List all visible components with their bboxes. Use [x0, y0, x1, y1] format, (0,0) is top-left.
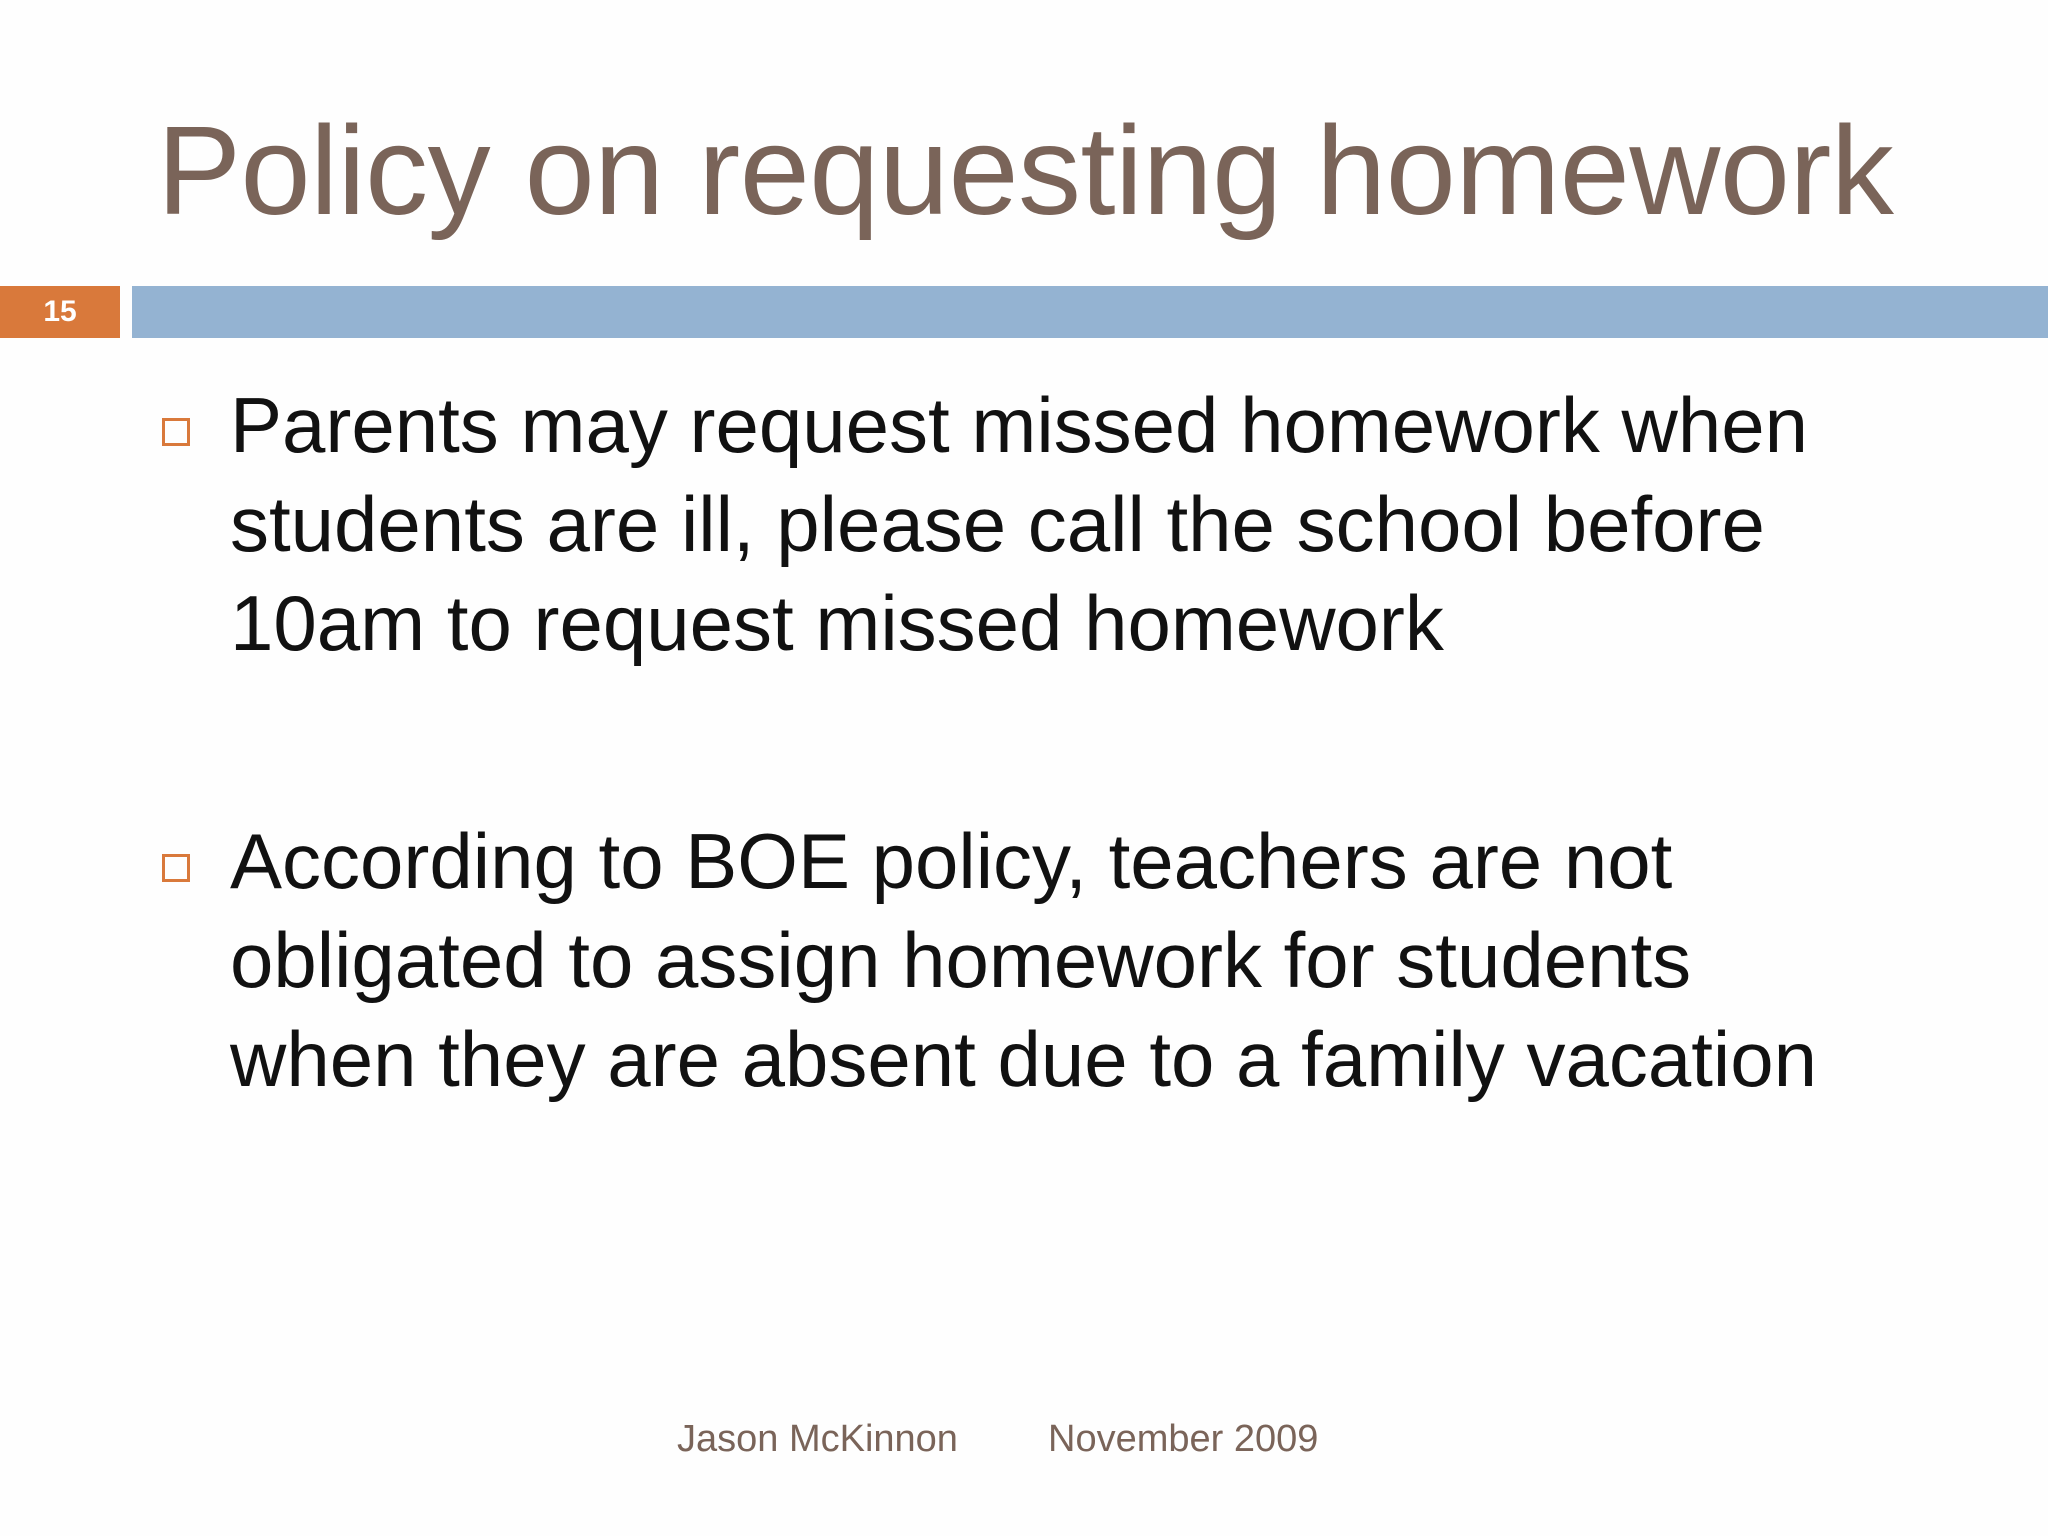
footer-author: Jason McKinnon: [677, 1418, 958, 1460]
slide-number: 15: [43, 295, 77, 328]
bullet-text: According to BOE policy, teachers are not obligated to assign homework for students when they are absent due to a family vacation: [230, 817, 1817, 1103]
slide-title: Policy on requesting homework: [157, 100, 1894, 241]
footer-date: November 2009: [1048, 1418, 1319, 1460]
hollow-square-bullet-icon: [162, 854, 190, 882]
slide-number-badge: [0, 286, 120, 338]
title-divider-bar: [132, 286, 2048, 338]
bullet-text: Parents may request missed homework when students are ill, please call the school before 10am to request missed homework: [230, 381, 1809, 667]
hollow-square-bullet-icon: [162, 418, 190, 446]
